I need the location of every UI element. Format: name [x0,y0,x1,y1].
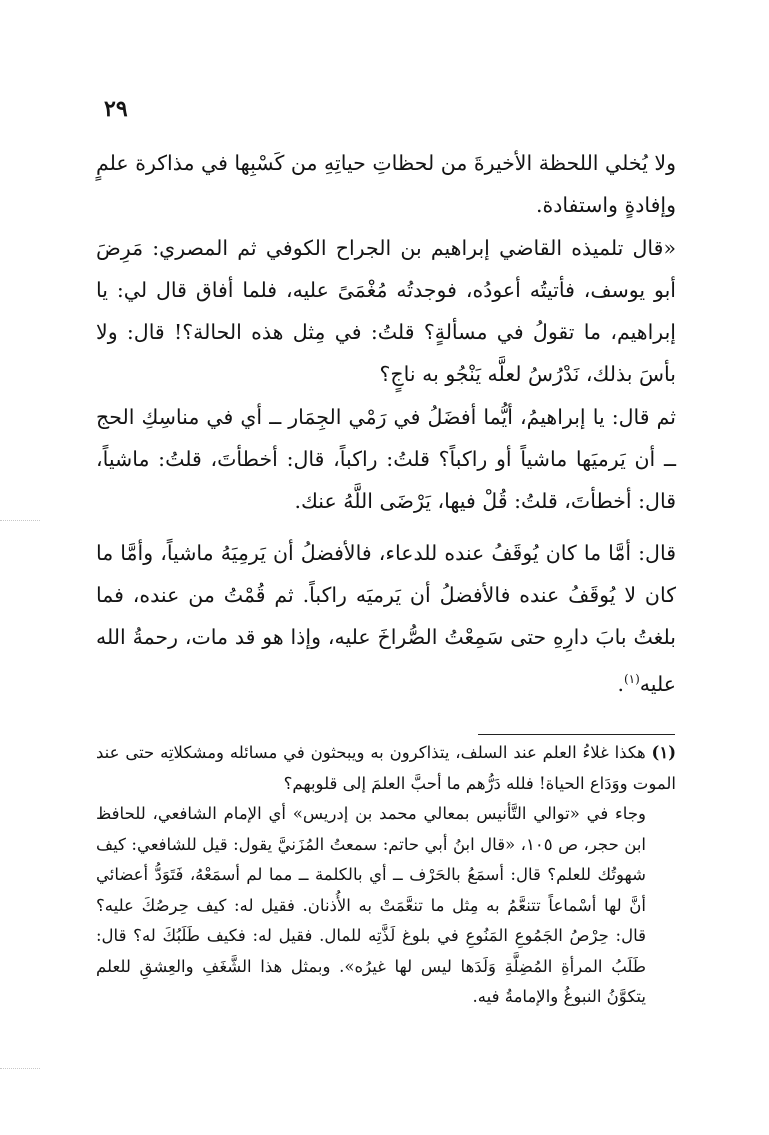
paragraph-4-end: . [617,671,624,696]
page-number: ٢٩ [104,96,128,122]
footnote-1-text-b: وجاء في «توالي التَّأنيس بمعالي محمد بن إدريس» أي الإمام الشافعي، للحافظ ابن حجر، ص ١٠٥، «قال ابنُ أبي حاتم: سمعتُ المُزَنيَّ يقول: قيل للشافعي: كيف شهوتُك للعلم؟ قال: أسمَعُ بالحَرْف ــ أي بالكلمة ــ مما لم أسمَعْهُ، فَتَوَدُّ أعضائي أنَّ لها أسْماعاً تتنعَّمُ به مِثل ما تنعَّمَتْ به الأُذنان. فقيل له: كيف حِرصُكَ عليه؟ قال: حِرْصُ الجَمُوعِ المَنُوعِ في بلوغ لَذَّتِه للمال. فقيل له: فكيف طَلَبُكَ له؟ قال: طَلَبُ المرأةِ المُضِلَّةِ وَلَدَها ليس لها غيرُه». وبمثل هذا الشَّغَفِ والعِشقِ للعلم يتكوَّنُ النبوغُ والإمامةُ فيه. [96,804,647,1006]
paragraph-1 [96,142,676,226]
paragraph-2 [96,227,676,395]
footnote-1-second [96,799,676,1013]
scan-artifact [0,520,40,521]
paragraph-3 [96,396,676,522]
footnote-reference: (١) [623,672,640,686]
footnote-1-text-a: هكذا غلاءُ العلم عند السلف، يتذاكرون به ويبحثون في مسائله ومشكلاتِه حتى عند الموت ووَدَاع الحياة! فلله دَرُّهم ما أحبَّ العلمَ إلى قلوبهم؟ [96,743,676,793]
footnote-1-first [96,738,676,799]
footnote-divider [478,734,675,735]
footnotes-section [96,738,676,1013]
scan-artifact [0,1068,40,1069]
footnote-marker: (١) [651,743,676,762]
paragraph-4-body: قال: أمَّا ما كان يُوقَفُ عنده للدعاء، فالأفضلُ أن يَرمِيَهُ ماشياً، وأمَّا ما كان لا يُوقَفُ عنده فالأفضلُ أن يَرميَه راكباً. ثم قُمْتُ من عنده، فما بلغتُ بابَ دارِهِ حتى سَمِعْتُ الصُّراخَ عليه، وإذا هو قد مات، رحمةُ الله عليه [96,541,676,696]
paragraph-1-text: ولا يُخلي اللحظة الأخيرةَ من لحظاتِ حياتِهِ من كَسْبِها في مذاكرة علمٍ وإفادةٍ واستفادة. [96,151,676,217]
paragraph-4 [96,532,676,705]
paragraph-3-text: ثم قال: يا إبراهيمُ، أيُّما أفضَلُ في رَمْي الجِمَار ــ أي في مناسِكِ الحج ــ أن يَرميَها ماشياً أو راكباً؟ قلتُ: راكباً، قال: أخطأتَ، قلتُ: ماشياً، قال: أخطأتَ، قلتُ: قُلْ فيها، يَرْضَى اللَّهُ عنك. [96,405,676,513]
paragraph-4-text [96,532,676,705]
paragraph-2-text: «قال تلميذه القاضي إبراهيم بن الجراح الكوفي ثم المصري: مَرِضَ أبو يوسف، فأتيتُه أعودُه، فوجدتُه مُغْمَىً عليه، فلما أفاق قال لي: يا إبراهيم، ما تقولُ في مسألةٍ؟ قلتُ: في مِثل هذه الحالة؟! قال: ولا بأسَ بذلك، نَدْرُسُ لعلَّه يَنْجُو به ناجٍ؟ [96,236,676,386]
